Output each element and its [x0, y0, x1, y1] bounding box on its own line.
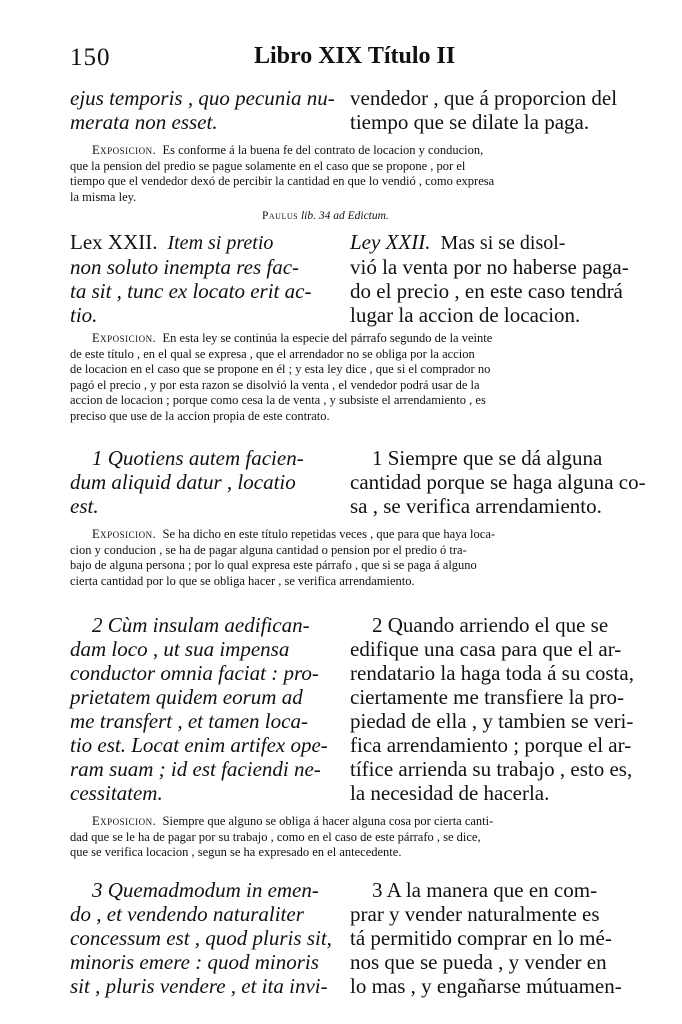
- spanish-paragraph-1: [350, 446, 646, 518]
- text-line: vió la venta por no haberse paga-: [350, 255, 629, 279]
- text-line: non soluto inempta res fac-: [70, 255, 300, 279]
- running-title: Libro XIX Título II: [254, 43, 456, 69]
- text-line: que la pension del predio se pague solamente en el caso que se propone , por el: [70, 158, 466, 173]
- text-line: dam loco , ut sua impensa: [70, 637, 290, 661]
- text-line: piedad de ella , y tambien se veri-: [350, 709, 634, 733]
- citation-reference: lib. 34 ad Edictum.: [300, 210, 389, 222]
- text-line: do , et vendendo naturaliter: [70, 902, 304, 926]
- latin-lex-text: [70, 230, 342, 327]
- exposition-label: Exposicion.: [92, 527, 157, 541]
- text-line: cantidad porque se haga alguna co-: [350, 470, 646, 494]
- text-line: merata non esset.: [70, 110, 218, 134]
- text-line: tá permitido comprar en lo mé-: [350, 926, 612, 950]
- text-line: cierta cantidad por lo que se obliga hacer , se verifica arrendamiento.: [70, 573, 415, 588]
- text-line: rendatario la haga toda á su costa,: [350, 661, 634, 685]
- text-line: bajo de alguna persona ; por lo qual expresa este párrafo , que si se paga á alguno: [70, 558, 477, 573]
- text-line: de este título , en el qual se expresa , que el arrendador no se obliga por la accion: [70, 346, 475, 361]
- text-line: concessum est , quod pluris sit,: [70, 926, 332, 950]
- text-line: lugar la accion de locacion.: [350, 303, 581, 327]
- text-line: edifique una casa para que el ar-: [350, 637, 622, 661]
- latin-paragraph-1: [70, 446, 342, 518]
- text-line: dad que se le ha de pagar por su trabajo , como en el caso de este párrafo , se dice,: [70, 829, 481, 844]
- text-line: que se verifica locacion , segun se ha expresado en el antecedente.: [70, 845, 402, 860]
- exposition-label: Exposicion.: [92, 331, 157, 345]
- text-line: fica arrendamiento ; porque el ar-: [350, 733, 632, 757]
- text-line: Exposicion. Es conforme á la buena fe del contrato de locacion y conducion,: [92, 143, 484, 157]
- exposition-paragraph: [70, 814, 616, 861]
- text-line: do el precio , en este caso tendrá: [350, 279, 623, 303]
- text-line: 3 A la manera que en com-: [372, 878, 598, 902]
- text-line: la necesidad de hacerla.: [350, 781, 550, 805]
- page-number: 150: [70, 44, 111, 71]
- text-line: est.: [70, 494, 99, 518]
- latin-paragraph-3: [70, 878, 342, 998]
- text-line: tífice arrienda su trabajo , esto es,: [350, 757, 633, 781]
- text-line: vendedor , que á proporcion del: [350, 86, 618, 110]
- text-line: dum aliquid datur , locatio: [70, 470, 296, 494]
- text-line: 1 Quotiens autem facien-: [92, 446, 304, 470]
- text-line: Lex XXII. Item si pretio: [70, 230, 274, 254]
- text-line: tiempo que se dilate la paga.: [350, 110, 590, 134]
- text-line: ram suam ; id est faciendi ne-: [70, 757, 321, 781]
- text-line: Exposicion. En esta ley se continúa la especie del párrafo segundo de la veinte: [92, 331, 493, 345]
- text-line: sit , pluris vendere , et ita invi-: [70, 974, 328, 998]
- text-line: ta sit , tunc ex locato erit ac-: [70, 279, 312, 303]
- text-line: lo mas , y engañarse mútuamen-: [350, 974, 622, 998]
- text-line: cessitatem.: [70, 781, 163, 805]
- text-line: preciso que use de la accion propia de este contrato.: [70, 408, 330, 423]
- text-line: 2 Cùm insulam aedifican-: [92, 613, 310, 637]
- text-line: sa , se verifica arrendamiento.: [350, 494, 602, 518]
- text-line: cion y conducion , se ha de pagar alguna cantidad o pension por el predio ó tra-: [70, 542, 467, 557]
- text-line: 1 Siempre que se dá alguna: [372, 446, 603, 470]
- text-line: ejus temporis , quo pecunia nu-: [70, 86, 335, 110]
- spanish-text-continuation: [350, 86, 616, 134]
- text-line: 2 Quando arriendo el que se: [372, 613, 609, 637]
- exposition-label: Exposicion.: [92, 143, 157, 157]
- text-line: tio.: [70, 303, 98, 327]
- text-line: ciertamente me transfiere la pro-: [350, 685, 625, 709]
- text-line: me transfert , et tamen loca-: [70, 709, 308, 733]
- latin-paragraph-2: [70, 613, 342, 805]
- exposition-paragraph: [70, 143, 616, 205]
- text-line: pagó el precio , y por esta razon se disolvió la venta , el vendedor podrá usar de la: [70, 377, 480, 392]
- text-line: de locacion en el caso que se propone en él ; y esta ley dice , que si el comprador no: [70, 362, 491, 377]
- spanish-ley-text: [350, 230, 629, 327]
- text-line: nos que se pueda , y vender en: [350, 950, 607, 974]
- text-line: minoris emere : quod minoris: [70, 950, 319, 974]
- exposition-paragraph: [70, 331, 616, 425]
- text-line: 3 Quemadmodum in emen-: [92, 878, 319, 902]
- text-line: prar y vender naturalmente es: [350, 902, 600, 926]
- text-line: Exposicion. Se ha dicho en este título repetidas veces , que para que haya loca-: [92, 527, 496, 541]
- latin-text-continuation: [70, 86, 342, 134]
- text-line: Ley XXII. Mas si se disol-: [350, 230, 566, 254]
- exposition-paragraph: [70, 527, 616, 589]
- text-line: tio est. Locat enim artifex ope-: [70, 733, 328, 757]
- text-line: tiempo que el vendedor dexó de percibir la cantidad en que lo vendió , como expresa: [70, 174, 495, 189]
- source-citation: [262, 210, 389, 222]
- ley-heading: Ley XXII.: [350, 230, 431, 254]
- text-line: Exposicion. Siempre que alguno se obliga á hacer alguna cosa por cierta canti-: [92, 814, 494, 828]
- text-line: prietatem quidem eorum ad: [70, 685, 303, 709]
- exposition-label: Exposicion.: [92, 814, 157, 828]
- text-line: conductor omnia faciat : pro-: [70, 661, 319, 685]
- text-line: accion de locacion ; porque como cesa la de venta , y subsiste el arrendamiento , es: [70, 393, 486, 408]
- spanish-paragraph-2: [350, 613, 634, 805]
- spanish-paragraph-3: [350, 878, 622, 998]
- citation-author: Paulus: [262, 210, 299, 222]
- lex-heading: Lex XXII.: [70, 230, 158, 254]
- text-line: la misma ley.: [70, 189, 137, 204]
